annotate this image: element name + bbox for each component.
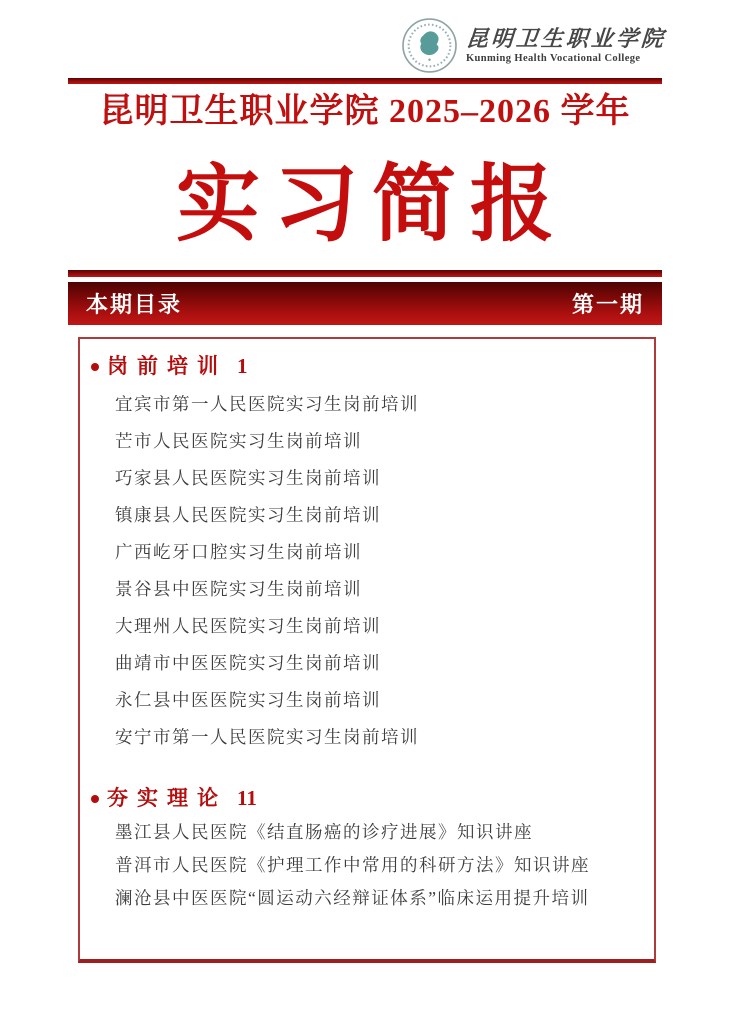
toc-item: 景谷县中医院实习生岗前培训	[115, 579, 362, 599]
college-logo	[402, 18, 666, 73]
toc-section-title: 岗前培训	[107, 354, 227, 378]
toc-item: 安宁市第一人民医院实习生岗前培训	[115, 727, 419, 747]
toc-item: 宜宾市第一人民医院实习生岗前培训	[115, 394, 419, 414]
toc-section-pre-job-training	[80, 353, 654, 756]
bullet-icon	[91, 795, 99, 803]
issue-number-label: 第一期	[571, 292, 644, 317]
top-rule	[68, 78, 662, 84]
college-seal-icon	[402, 18, 457, 73]
college-name-en: Kunming Health Vocational College	[465, 52, 641, 64]
toc-item: 澜沧县中医医院“圆运动六经辩证体系”临床运用提升培训	[115, 888, 590, 908]
page-title: 实习简报	[175, 159, 568, 252]
mid-rule	[68, 270, 662, 277]
toc-section-theory	[80, 785, 654, 915]
toc-item: 大理州人民医院实习生岗前培训	[115, 616, 381, 636]
toc-section-title: 夯实理论	[107, 786, 227, 810]
contents-banner	[68, 282, 662, 325]
toc-item-list	[80, 816, 654, 915]
toc-item: 墨江县人民医院《结直肠癌的诊疗进展》知识讲座	[115, 822, 533, 842]
toc-item-list	[80, 386, 654, 756]
toc-item: 广西屹牙口腔实习生岗前培训	[115, 542, 362, 562]
college-name-cn: 昆明卫生职业学院	[465, 25, 667, 51]
toc-item: 芒市人民医院实习生岗前培训	[115, 431, 362, 451]
toc-section-page-number: 11	[237, 786, 257, 810]
toc-section-heading	[80, 353, 654, 380]
college-name-block	[466, 26, 666, 66]
toc-item: 巧家县人民医院实习生岗前培训	[115, 468, 381, 488]
bullet-icon	[91, 363, 99, 371]
toc-section-page-number: 1	[237, 354, 248, 378]
toc-item: 普洱市人民医院《护理工作中常用的科研方法》知识讲座	[115, 855, 590, 875]
academic-year-title: 昆明卫生职业学院 2025–2026 学年	[99, 93, 631, 130]
toc-section-heading	[80, 785, 654, 812]
contents-banner-label: 本期目录	[86, 292, 183, 317]
toc-item: 曲靖市中医医院实习生岗前培训	[115, 653, 381, 673]
toc-item: 镇康县人民医院实习生岗前培训	[115, 505, 381, 525]
toc-box	[78, 337, 656, 963]
toc-item: 永仁县中医医院实习生岗前培训	[115, 690, 381, 710]
